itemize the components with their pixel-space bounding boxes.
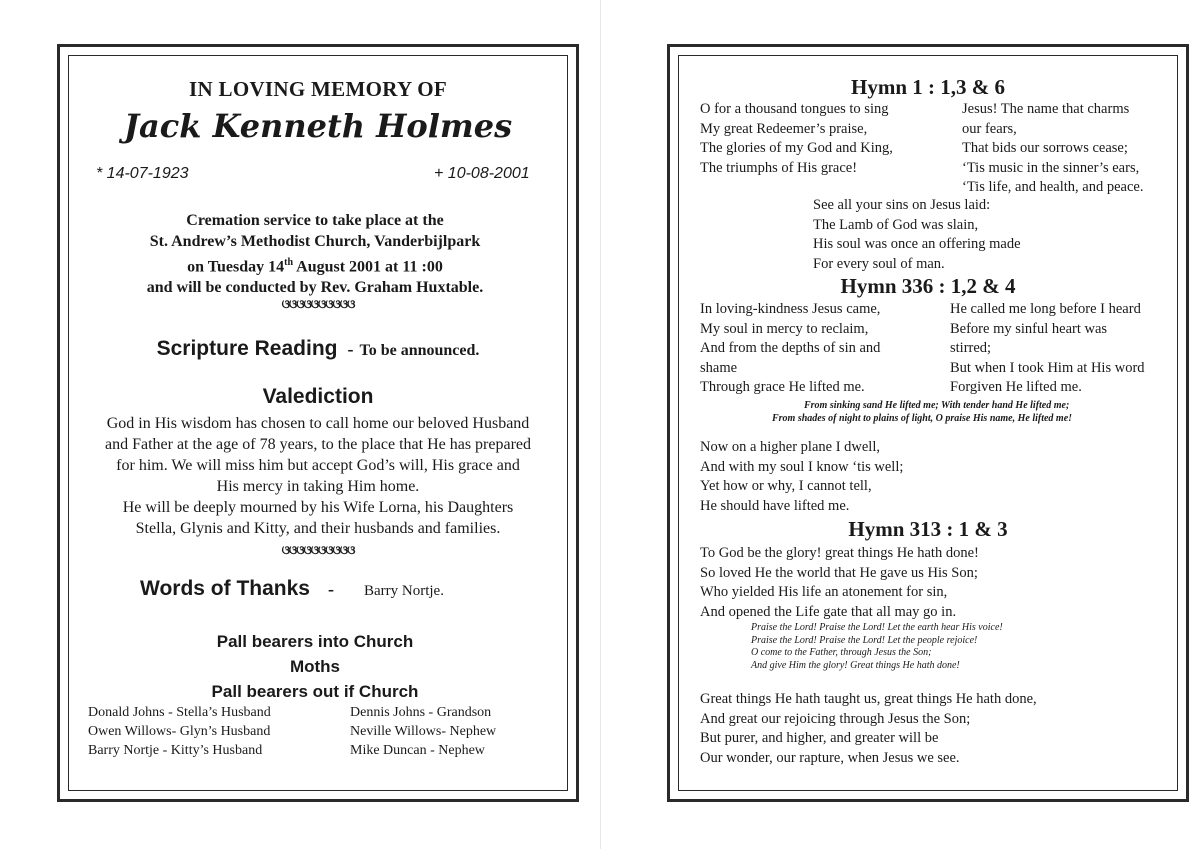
- bearer-entry: Dennis Johns - Grandson: [350, 705, 492, 720]
- verse-line: Great things He hath taught us, great things He hath done,: [700, 691, 1037, 707]
- thanks-dash: -: [327, 579, 334, 599]
- birth-date: * 14-07-1923: [96, 165, 189, 182]
- pall-in-heading: Pall bearers into Church: [216, 632, 414, 651]
- service-date-post: August 2001 at 11 :00: [293, 258, 443, 276]
- verse-line: ‘Tis life, and health, and peace.: [962, 179, 1144, 195]
- verse-line: Before my sinful heart was: [950, 320, 1108, 337]
- hymn-313-verse-1: [700, 544, 979, 622]
- chorus-line: Praise the Lord! Praise the Lord! Let the earth hear His voice!: [751, 622, 1003, 633]
- page-fold: [600, 0, 601, 849]
- verse-line: To God be the glory! great things He hath done!: [700, 545, 979, 561]
- valediction-line: Stella, Glynis and Kitty, and their husbands and families.: [135, 520, 501, 537]
- verse-line: shame: [700, 359, 738, 376]
- hymn-1-verse-2: [962, 100, 1143, 198]
- death-date: + 10-08-2001: [434, 165, 530, 182]
- service-date-sup: th: [284, 257, 294, 268]
- chorus-line: Praise the Lord! Praise the Lord! Let the people rejoice!: [751, 634, 978, 646]
- verse-line: Yet how or why, I cannot tell,: [700, 478, 872, 494]
- hymn-1-verse-3: [813, 196, 1021, 274]
- verse-line: My soul in mercy to reclaim,: [700, 320, 869, 337]
- bearer-entry: Barry Nortje - Kitty’s Husband: [88, 743, 263, 758]
- scripture-heading: Scripture Reading: [156, 337, 338, 360]
- hymn-313-chorus: [751, 622, 1003, 672]
- scripture-dash: -: [347, 339, 354, 359]
- bearers-list-left: [88, 703, 271, 760]
- service-line: [60, 252, 570, 277]
- bearer-entry: Neville Willows- Nephew: [350, 724, 497, 739]
- valediction-heading: Valediction: [262, 385, 374, 408]
- verse-line: And opened the Life gate that all may go in.: [700, 603, 957, 620]
- valediction-text: [60, 413, 576, 539]
- verse-line: His soul was once an offering made: [813, 236, 1021, 252]
- valediction-line: His mercy in taking Him home.: [216, 478, 420, 495]
- verse-line: The Lamb of God was slain,: [813, 216, 979, 233]
- refrain-line: From shades of night to plains of light, O praise His name, He lifted me!: [772, 413, 1073, 424]
- pall-bearers-section: [60, 629, 570, 704]
- service-line: Cremation service to take place at the: [186, 212, 444, 229]
- hymn-1-verse-1: [700, 100, 893, 178]
- verse-line: Now on a higher plane I dwell,: [700, 439, 880, 455]
- verse-line: Who yielded His life an atonement for sin,: [700, 584, 948, 600]
- verse-line: So loved He the world that He gave us His Son;: [700, 564, 978, 581]
- hymn-313-title: Hymn 313 : 1 & 3: [848, 517, 1008, 541]
- verse-line: He called me long before I heard: [950, 301, 1141, 317]
- valediction-line: God in His wisdom has chosen to call home our beloved Husband: [106, 415, 530, 432]
- verse-line: In loving-kindness Jesus came,: [700, 301, 881, 317]
- deceased-name: Jack Kenneth Holmes: [123, 107, 513, 145]
- verse-line: And from the depths of sin and: [700, 340, 881, 356]
- verse-line: Our wonder, our rapture, when Jesus we see.: [700, 749, 960, 766]
- verse-line: The glories of my God and King,: [700, 140, 893, 156]
- words-of-thanks: [140, 577, 444, 601]
- hymn-313-verse-2: [700, 690, 1037, 768]
- hymn-1-title: Hymn 1 : 1,3 & 6: [851, 75, 1005, 99]
- verse-line: Jesus! The name that charms: [962, 101, 1130, 117]
- service-date-pre: on Tuesday 14: [187, 258, 285, 276]
- service-details: [60, 210, 570, 298]
- ornament-divider: ଓଓଓଓଓଓଓଓଓଓ: [281, 297, 355, 311]
- refrain-line: From sinking sand He lifted me; With tender hand He lifted me;: [804, 400, 1070, 411]
- hymn-336-refrain: [772, 399, 1072, 425]
- verse-line: Through grace He lifted me.: [700, 379, 865, 395]
- memorial-heading: IN LOVING MEMORY OF: [189, 77, 447, 101]
- memorial-page-left: [57, 44, 579, 802]
- service-line: St. Andrew’s Methodist Church, Vanderbijlpark: [149, 233, 481, 250]
- verse-line: He should have lifted me.: [700, 497, 850, 514]
- hymn-336-verse-1: [700, 300, 880, 398]
- moths-label: Moths: [289, 657, 341, 676]
- thanks-heading: Words of Thanks: [140, 577, 310, 600]
- hymn-336-verse-2: [950, 300, 1145, 398]
- verse-line: And great our rejoicing through Jesus the Son;: [700, 710, 971, 727]
- hymn-336-title: Hymn 336 : 1,2 & 4: [840, 274, 1016, 298]
- chorus-line: And give Him the glory! Great things He hath done!: [751, 659, 960, 671]
- verse-line: But when I took Him at His word: [950, 359, 1145, 376]
- verse-line: stirred;: [950, 340, 992, 356]
- verse-line: O for a thousand tongues to sing: [700, 101, 889, 117]
- bearer-entry: Mike Duncan - Nephew: [350, 743, 485, 758]
- pall-out-heading: Pall bearers out if Church: [211, 682, 419, 701]
- scripture-text: To be announced.: [359, 342, 480, 359]
- verse-line: our fears,: [962, 120, 1017, 137]
- valediction-line: and Father at the age of 78 years, to the place that He has prepared: [104, 436, 532, 453]
- verse-line: The triumphs of His grace!: [700, 159, 858, 176]
- bearer-entry: Owen Willows- Glyn’s Husband: [88, 724, 271, 739]
- bearer-entry: Donald Johns - Stella’s Husband: [88, 705, 271, 720]
- hymns-page-right: [667, 44, 1189, 802]
- scripture-reading: [60, 337, 576, 361]
- bearers-list-right: [350, 703, 496, 760]
- ornament-divider: ଓଓଓଓଓଓଓଓଓଓ: [281, 543, 355, 557]
- verse-line: ‘Tis music in the sinner’s ears,: [962, 159, 1140, 176]
- chorus-line: O come to the Father, through Jesus the Son;: [751, 647, 932, 658]
- valediction-line: for him. We will miss him but accept God’s will, His grace and: [116, 457, 520, 474]
- verse-line: That bids our sorrows cease;: [962, 140, 1128, 156]
- verse-line: Forgiven He lifted me.: [950, 379, 1082, 395]
- hymn-336-verse-3: [700, 438, 903, 516]
- valediction-line: He will be deeply mourned by his Wife Lorna, his Daughters: [122, 499, 514, 516]
- service-line: and will be conducted by Rev. Graham Huxtable.: [146, 279, 484, 297]
- thanks-name: Barry Nortje.: [363, 583, 444, 599]
- verse-line: See all your sins on Jesus laid:: [813, 197, 991, 213]
- verse-line: For every soul of man.: [813, 255, 945, 272]
- verse-line: And with my soul I know ‘tis well;: [700, 458, 904, 475]
- verse-line: My great Redeemer’s praise,: [700, 120, 868, 137]
- verse-line: But purer, and higher, and greater will be: [700, 730, 939, 746]
